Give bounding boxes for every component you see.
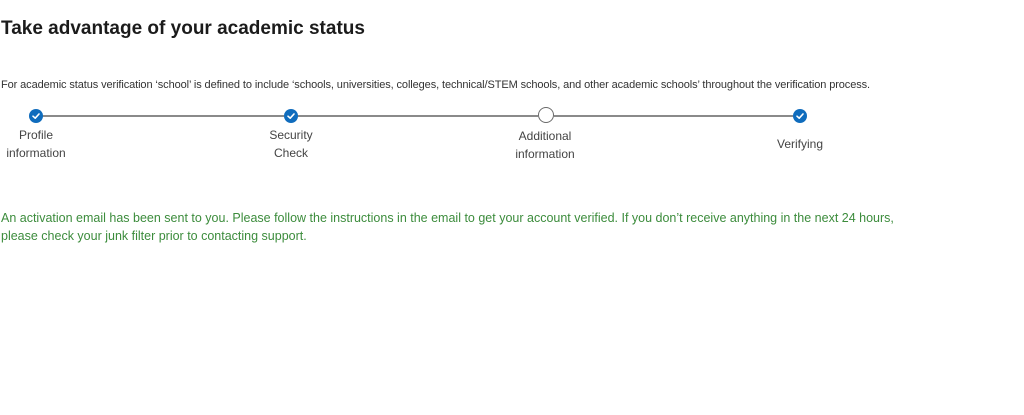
step-security-check-indicator: [284, 109, 298, 123]
step-label-line: Additional: [518, 129, 572, 143]
step-label-line: information: [515, 147, 575, 161]
step-label-line: Profile: [18, 128, 53, 142]
step-profile-information-label: [0, 126, 81, 162]
step-verifying-indicator: [793, 109, 807, 123]
step-security-check-label: [246, 126, 336, 162]
stepper-track-3: [554, 115, 793, 117]
step-additional-information-label: [500, 127, 590, 163]
page-title: Take advantage of your academic status: [1, 18, 365, 39]
step-label-line: Verifying: [776, 137, 824, 151]
step-label-line: Check: [273, 146, 308, 160]
step-verifying-label: [755, 135, 845, 153]
stepper-track-2: [297, 115, 538, 117]
stepper-track-1: [42, 115, 284, 117]
check-icon: [795, 111, 805, 121]
progress-stepper: [0, 106, 1024, 166]
step-label-line: information: [6, 146, 66, 160]
activation-email-status-message: An activation email has been sent to you. Please follow the instructions in the email to get your account verified. If you don’t receive anything in the next 24 hours, please check your junk filter prior to contacting support.: [1, 211, 894, 243]
check-icon: [31, 111, 41, 121]
check-icon: [286, 111, 296, 121]
school-definition-note: For academic status verification ‘school’ is defined to include ‘schools, universities, colleges, technical/STEM schools, and other academic schools’ throughout the verification process.: [1, 79, 870, 91]
step-label-line: Security: [269, 128, 313, 142]
step-additional-information-indicator: [538, 107, 554, 123]
step-profile-information-indicator: [29, 109, 43, 123]
